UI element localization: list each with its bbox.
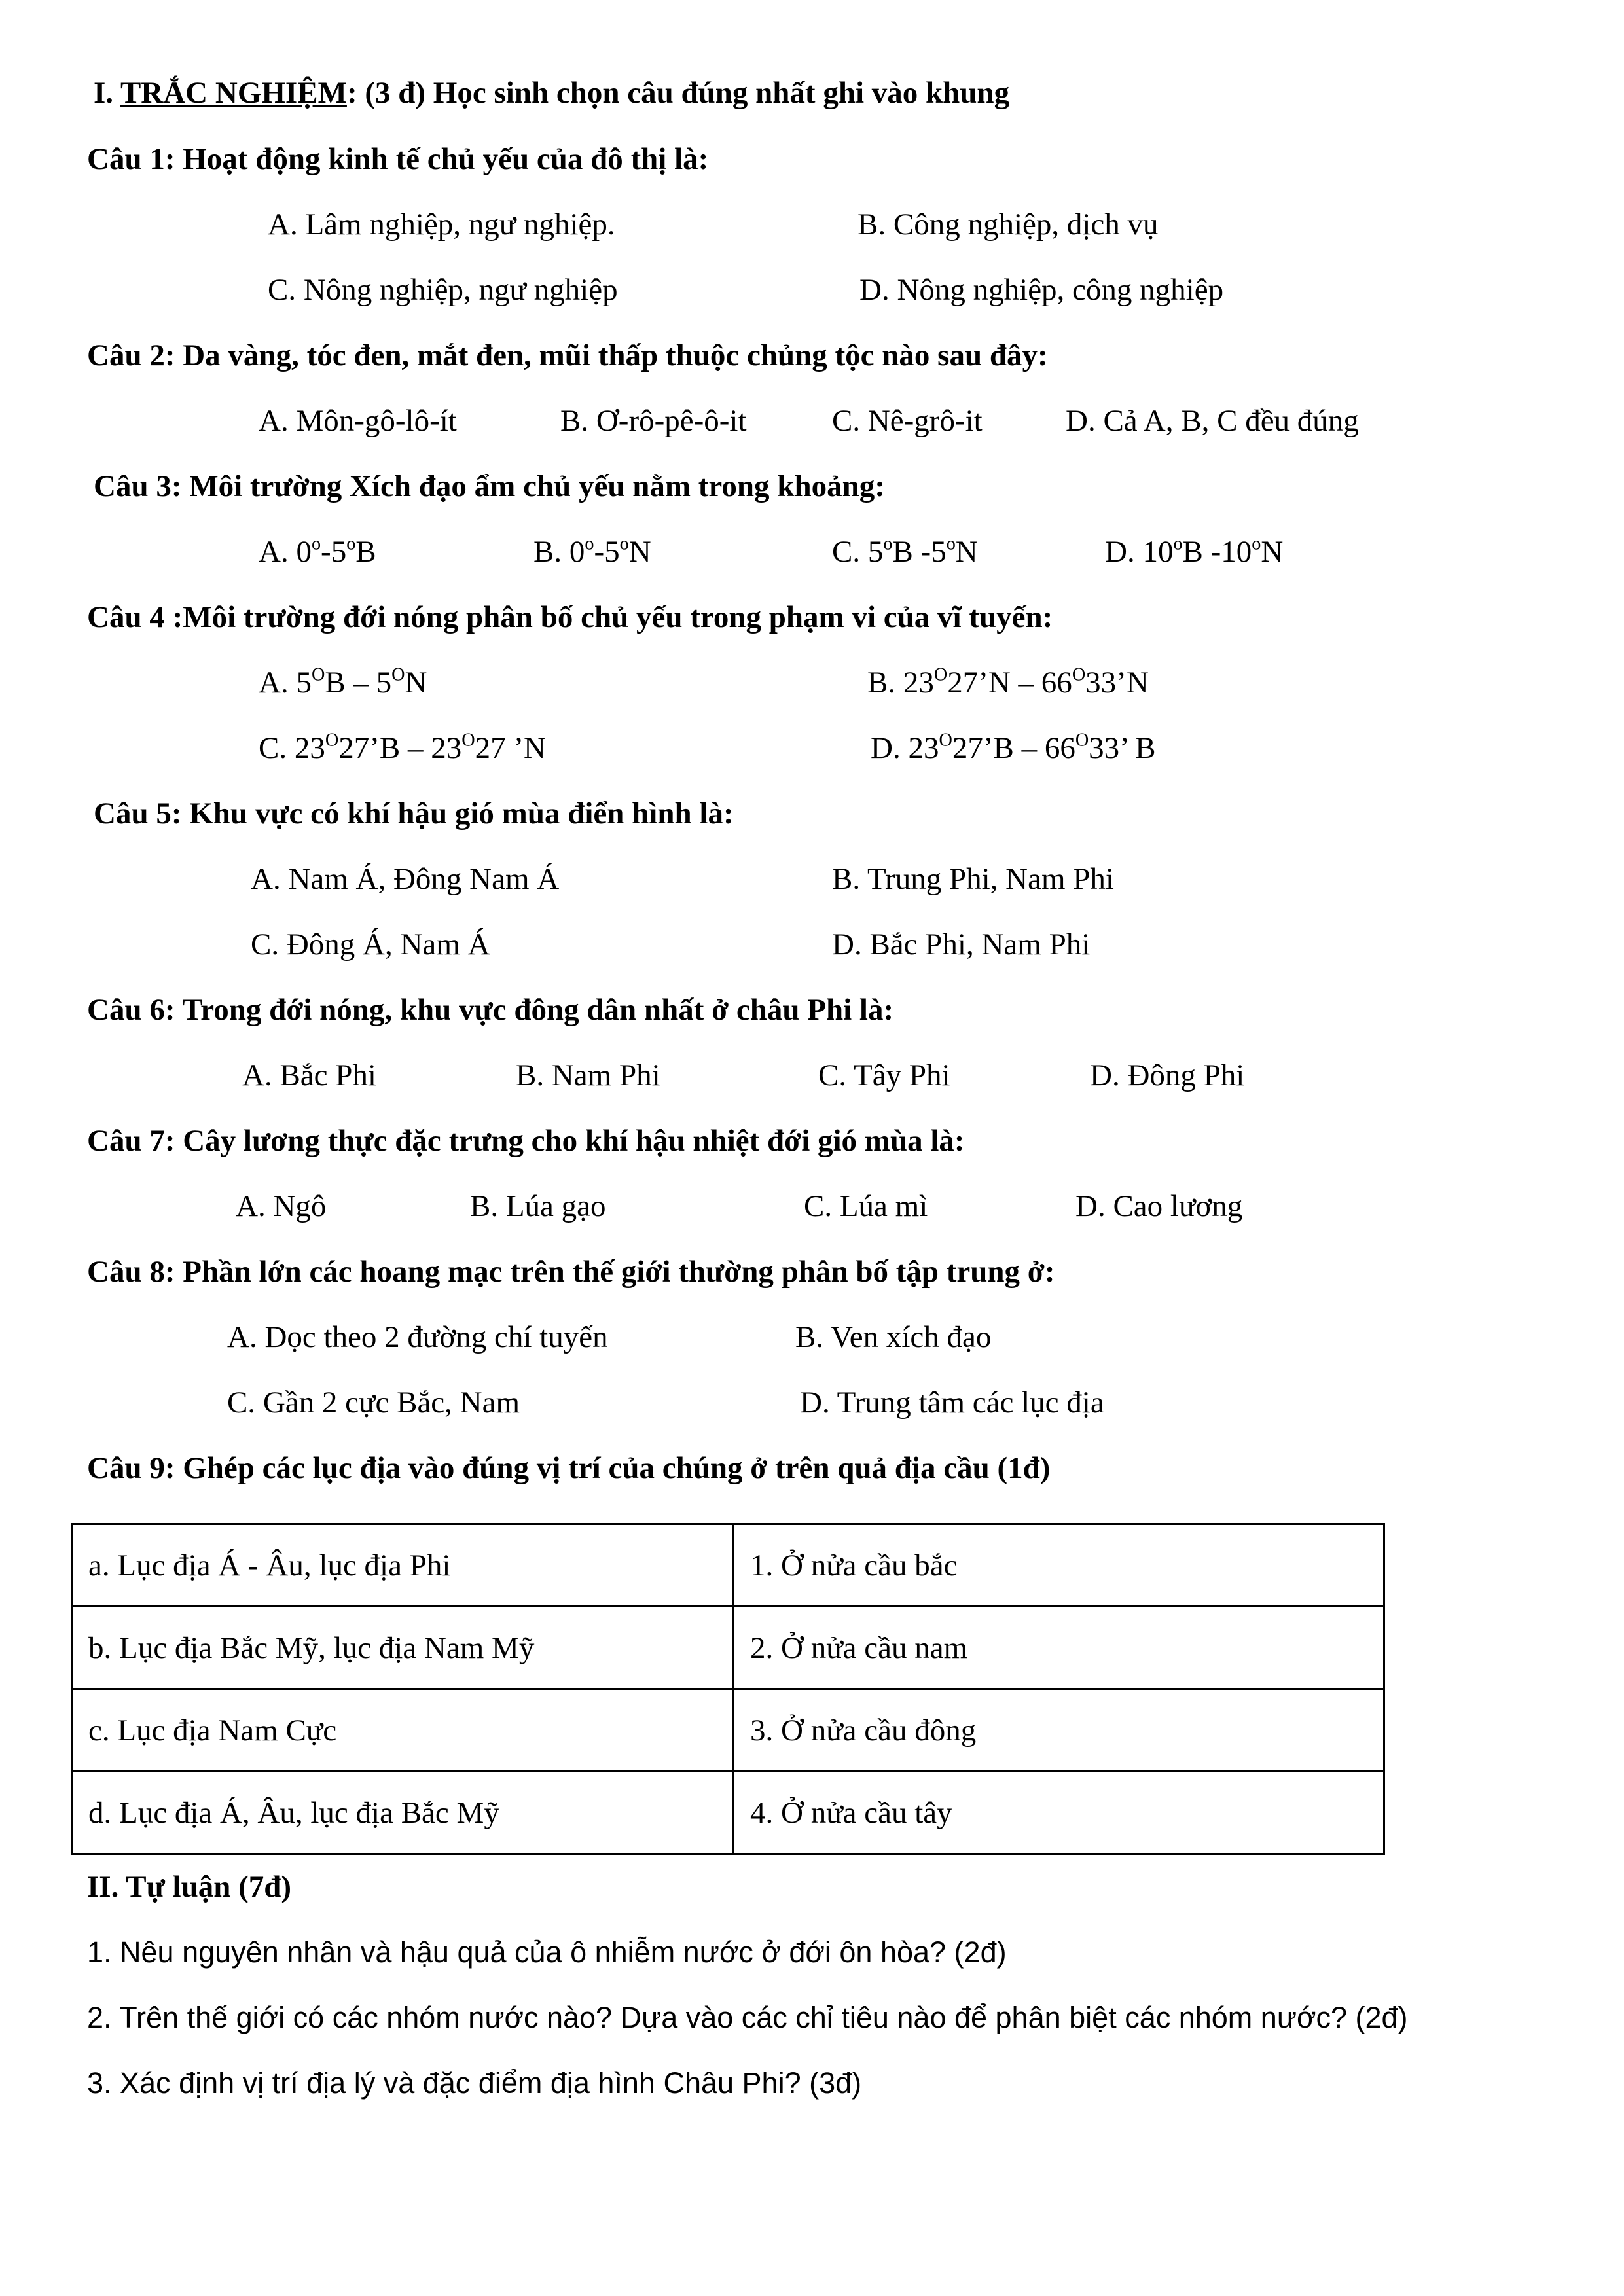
question-2: Câu 2: Da vàng, tóc đen, mắt đen, mũi thấp thuộc chủng tộc nào sau đây: (87, 338, 1048, 372)
q1-option-a: A. Lâm nghiệp, ngư nghiệp. (268, 207, 615, 242)
q1-option-c: C. Nông nghiệp, ngư nghiệp (268, 273, 618, 307)
essay-question-1: 1. Nêu nguyên nhân và hậu quả của ô nhiễm nước ở đới ôn hòa? (2đ) (87, 1935, 1007, 1969)
q3-option-c: C. 5$^o$B -5$^o$N (832, 533, 978, 569)
matching-left-cell: d. Lục địa Á, Âu, lục địa Bắc Mỹ (72, 1772, 734, 1854)
matching-left-cell: a. Lục địa Á - Âu, lục địa Phi (72, 1524, 734, 1607)
part1-heading-title: TRẮC NGHIỆM (120, 76, 347, 110)
q4-option-d: D. $23^O27’B - 66^O33$’ B (871, 730, 1156, 765)
question-5: Câu 5: Khu vực có khí hậu gió mùa điển hình là: (94, 797, 734, 831)
matching-right-cell: 1. Ở nửa cầu bắc (734, 1524, 1384, 1607)
q4-option-a: A. $5^OB - 5^ON$ (259, 664, 427, 700)
q1-option-d: D. Nông nghiệp, công nghiệp (859, 273, 1224, 307)
q8-option-b: B. Ven xích đạo (795, 1320, 992, 1354)
question-6: Câu 6: Trong đới nóng, khu vực đông dân nhất ở châu Phi là: (87, 993, 894, 1027)
q8-option-a: A. Dọc theo 2 đường chí tuyến (227, 1320, 608, 1354)
table-row (72, 1607, 1384, 1689)
matching-right-cell: 3. Ở nửa cầu đông (734, 1689, 1384, 1772)
matching-table (71, 1523, 1385, 1855)
q5-option-c: C. Đông Á, Nam Á (251, 927, 490, 961)
part2-heading: II. Tự luận (7đ) (87, 1870, 292, 1904)
table-row (72, 1689, 1384, 1772)
q6-option-b: B. Nam Phi (516, 1058, 660, 1092)
q1-option-b: B. Công nghiệp, dịch vụ (857, 207, 1159, 242)
question-3: Câu 3: Môi trường Xích đạo ẩm chủ yếu nằm trong khoảng: (94, 469, 885, 503)
essay-question-3: 3. Xác định vị trí địa lý và đặc điểm địa hình Châu Phi? (3đ) (87, 2066, 862, 2100)
q7-option-b: B. Lúa gạo (470, 1189, 606, 1223)
q7-option-c: C. Lúa mì (804, 1189, 928, 1223)
q2-option-c: C. Nê-grô-it (832, 404, 983, 438)
q5-option-b: B. Trung Phi, Nam Phi (832, 862, 1114, 896)
q3-option-a: A. 0$^o$-5$^o$B (259, 533, 376, 569)
q6-option-c: C. Tây Phi (818, 1058, 950, 1092)
matching-left-cell: b. Lục địa Bắc Mỹ, lục địa Nam Mỹ (72, 1607, 734, 1689)
table-row (72, 1772, 1384, 1854)
part1-heading-rest: : (3 đ) Học sinh chọn câu đúng nhất ghi vào khung (346, 76, 1010, 110)
q6-option-d: D. Đông Phi (1090, 1058, 1245, 1092)
q7-option-d: D. Cao lương (1075, 1189, 1243, 1223)
question-7: Câu 7: Cây lương thực đặc trưng cho khí hậu nhiệt đới gió mùa là: (87, 1124, 965, 1158)
q5-option-a: A. Nam Á, Đông Nam Á (251, 862, 560, 896)
q2-option-a: A. Môn-gô-lô-ít (259, 404, 457, 438)
question-8: Câu 8: Phần lớn các hoang mạc trên thế giới thường phân bố tập trung ở: (87, 1255, 1055, 1289)
q4-option-b: B. $23^O27’N$ – $66^O33’N$ (867, 664, 1149, 700)
question-4: Câu 4 :Môi trường đới nóng phân bố chủ yếu trong phạm vi của vĩ tuyến: (87, 600, 1053, 634)
part1-heading (94, 78, 1009, 109)
essay-question-2: 2. Trên thế giới có các nhóm nước nào? Dựa vào các chỉ tiêu nào để phân biệt các nhóm nước? (2đ) (87, 2001, 1408, 2034)
q4-option-c: C. $23^O27’B - 23^O27$ ’N (259, 730, 546, 765)
q5-option-d: D. Bắc Phi, Nam Phi (832, 927, 1091, 961)
table-row (72, 1524, 1384, 1607)
q7-option-a: A. Ngô (236, 1189, 327, 1223)
question-1: Câu 1: Hoạt động kinh tế chủ yếu của đô thị là: (87, 142, 709, 176)
matching-right-cell: 4. Ở nửa cầu tây (734, 1772, 1384, 1854)
matching-left-cell: c. Lục địa Nam Cực (72, 1689, 734, 1772)
matching-right-cell: 2. Ở nửa cầu nam (734, 1607, 1384, 1689)
part1-heading-num: I. (94, 76, 114, 110)
q8-option-d: D. Trung tâm các lục địa (800, 1386, 1104, 1420)
q2-option-b: B. Ơ-rô-pê-ô-it (560, 404, 747, 438)
question-9: Câu 9: Ghép các lục địa vào đúng vị trí của chúng ở trên quả địa cầu (1đ) (87, 1451, 1051, 1485)
q2-option-d: D. Cả A, B, C đều đúng (1066, 404, 1359, 438)
q3-option-d: D. 10$^o$B -10$^o$N (1105, 533, 1284, 569)
q3-option-b: B. 0$^o$-5$^o$N (533, 533, 651, 569)
q6-option-a: A. Bắc Phi (242, 1058, 376, 1092)
q8-option-c: C. Gần 2 cực Bắc, Nam (227, 1386, 520, 1420)
